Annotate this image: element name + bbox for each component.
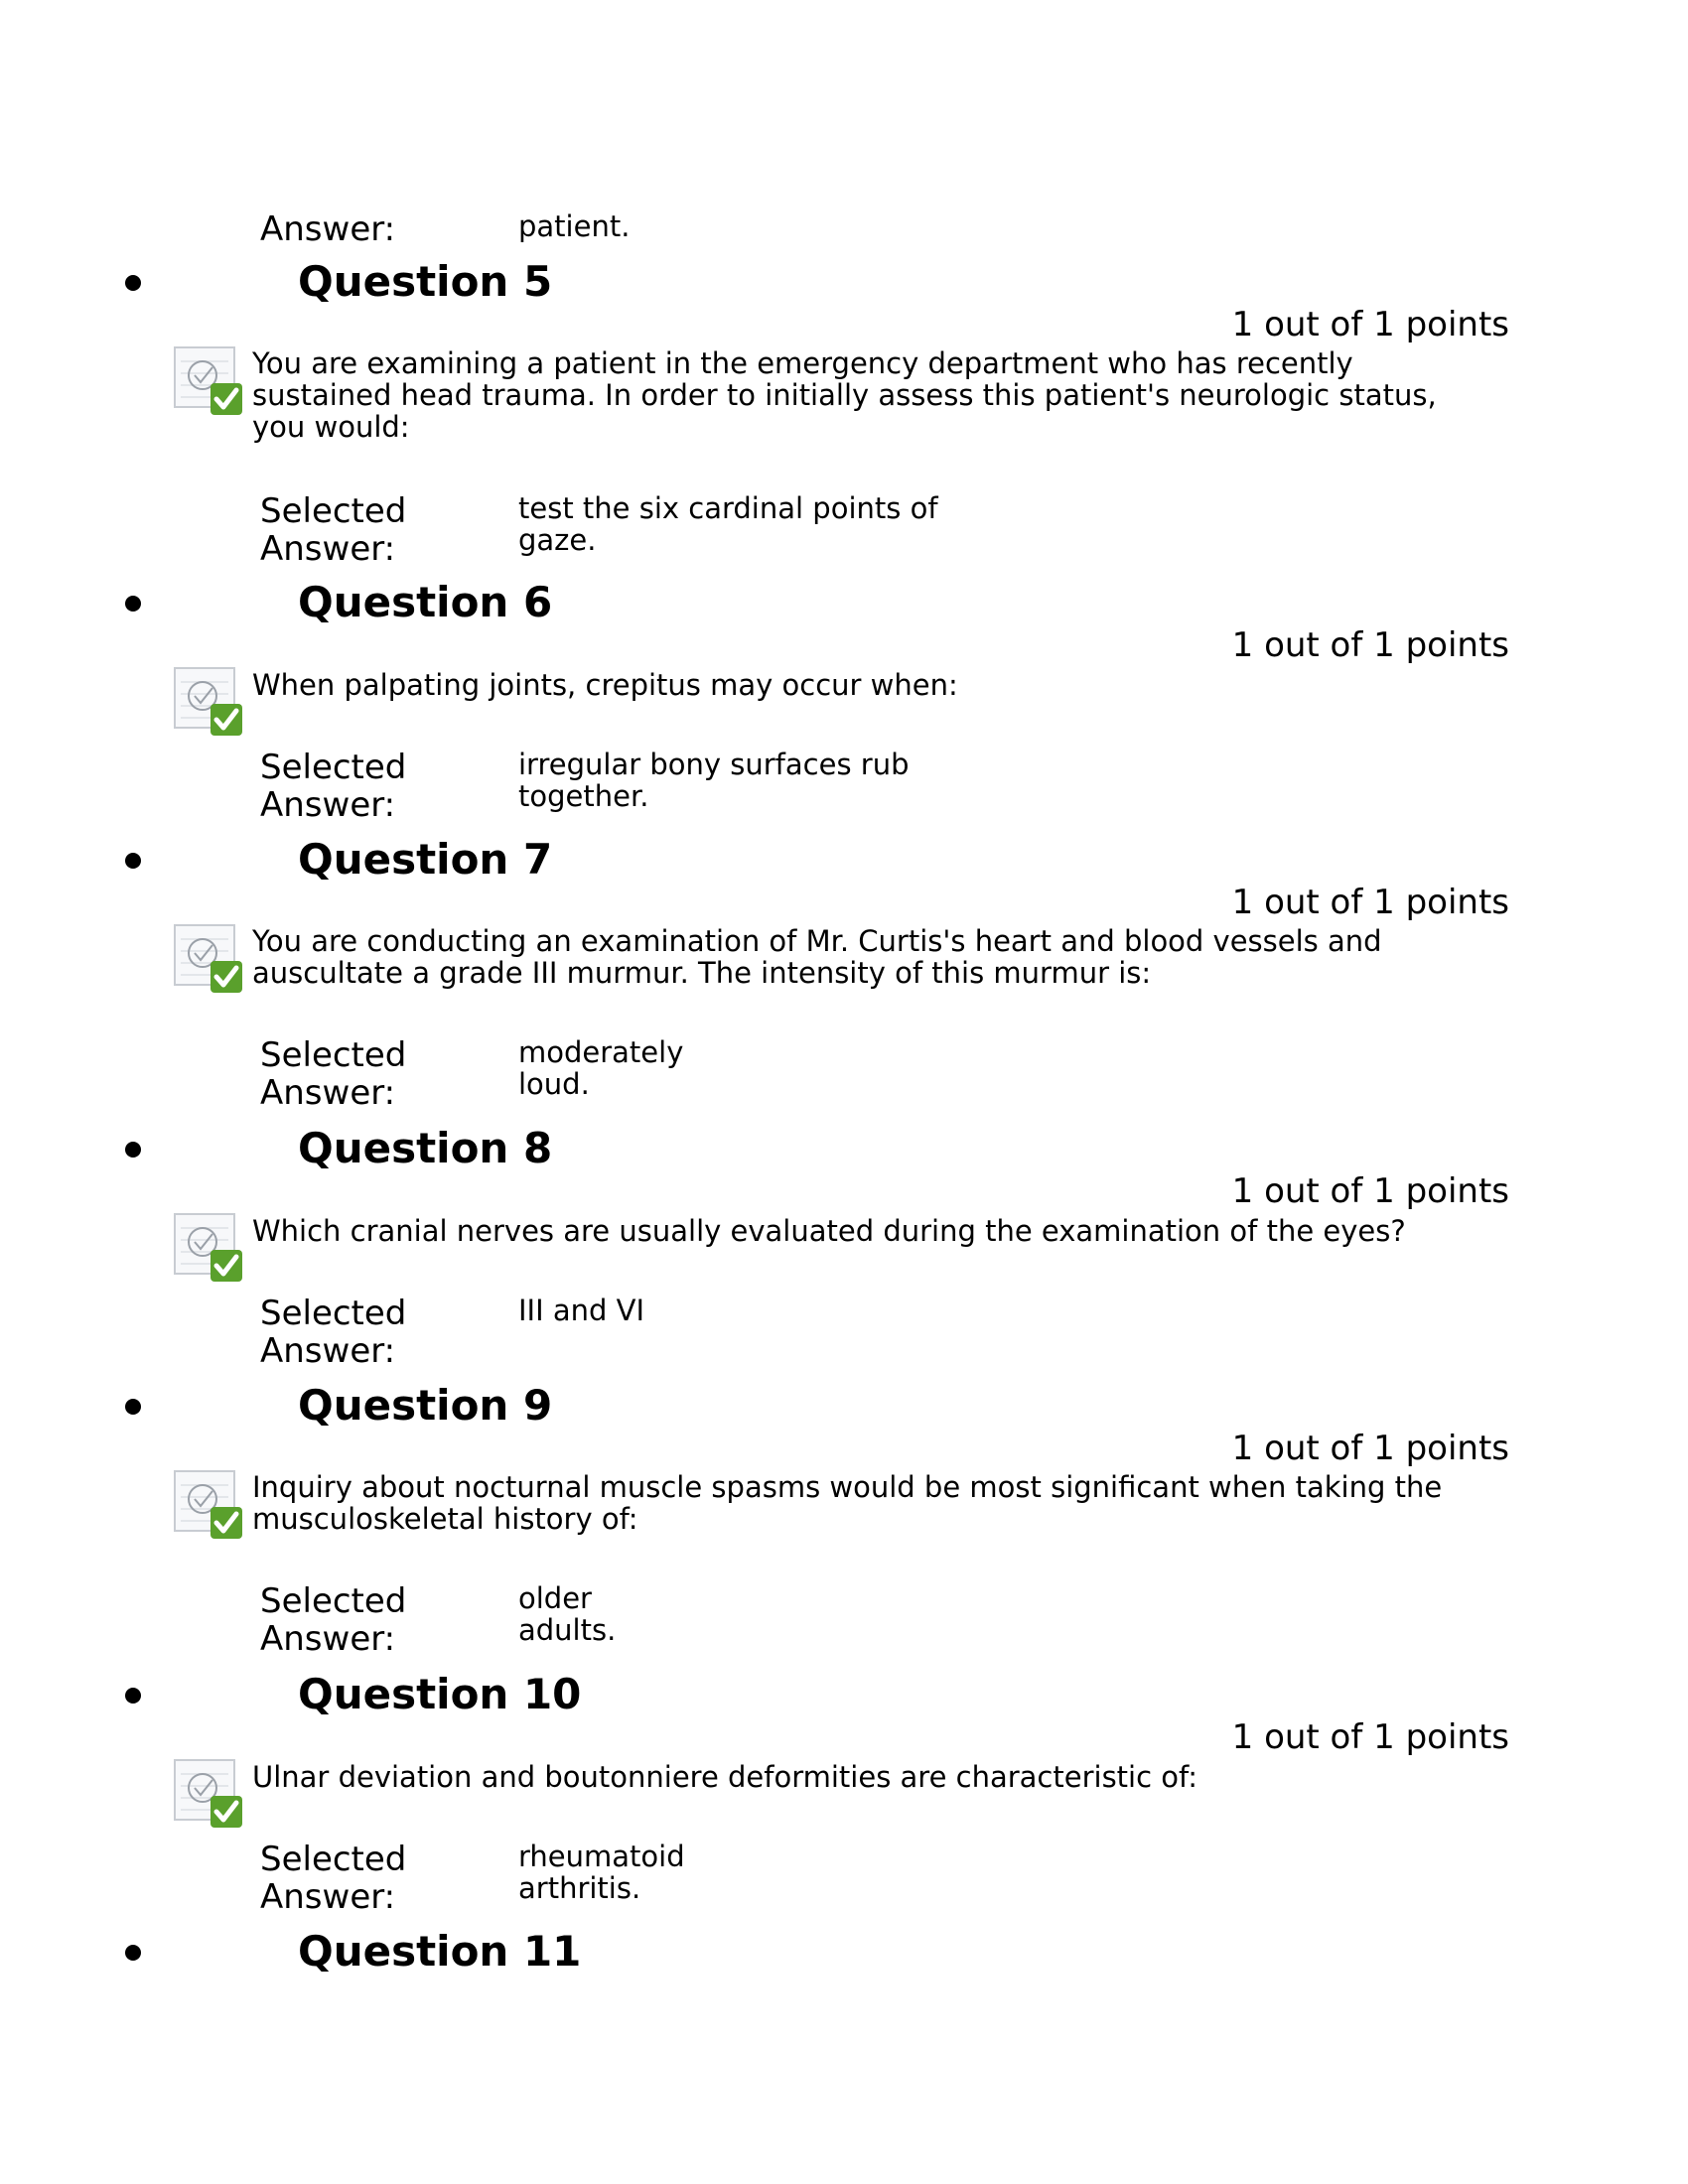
points-score: 1 out of 1 points [1231, 1171, 1509, 1211]
selected-answer-value: moderately loud. [518, 1035, 684, 1101]
selected-answer-value: rheumatoid arthritis. [518, 1840, 685, 1905]
question-text: You are conducting an examination of Mr. Curtis's heart and blood vessels and auscultate a grade III murmur. The intensity of this murmur is: [252, 924, 1382, 990]
question-title: Question 9 [298, 1381, 553, 1430]
selected-answer-value: older adults. [518, 1581, 617, 1647]
selected-answer-label: Selected Answer: [260, 1035, 407, 1113]
selected-answer-label: Selected Answer: [260, 491, 407, 569]
points-score: 1 out of 1 points [1231, 305, 1509, 344]
bullet [125, 1399, 141, 1415]
correct-check-icon [173, 1212, 244, 1284]
question-text: When palpating joints, crepitus may occur when: [252, 668, 958, 702]
bullet [125, 853, 141, 869]
points-score: 1 out of 1 points [1231, 1717, 1509, 1757]
question-title: Question 6 [298, 578, 553, 626]
selected-answer-value: III and VI [518, 1294, 645, 1327]
selected-answer-value: test the six cardinal points of gaze. [518, 491, 938, 557]
question-text: Ulnar deviation and boutonniere deformities are characteristic of: [252, 1760, 1197, 1794]
bullet [125, 596, 141, 612]
selected-answer-label: Selected Answer: [260, 748, 407, 825]
bullet [125, 1688, 141, 1704]
correct-check-icon [173, 1469, 244, 1541]
question-title: Question 7 [298, 835, 553, 884]
correct-check-icon [173, 1758, 244, 1830]
bullet [125, 1945, 141, 1961]
correct-check-icon [173, 923, 244, 995]
question-text: Inquiry about nocturnal muscle spasms would be most significant when taking the musculoskeletal history of: [252, 1470, 1443, 1536]
question-title: Question 5 [298, 257, 553, 306]
correct-check-icon [173, 345, 244, 417]
selected-answer-value: irregular bony surfaces rub together. [518, 748, 910, 813]
points-score: 1 out of 1 points [1231, 1429, 1509, 1468]
selected-answer-label: Selected Answer: [260, 1294, 407, 1371]
points-score: 1 out of 1 points [1231, 883, 1509, 922]
points-score: 1 out of 1 points [1231, 625, 1509, 665]
correct-check-icon [173, 666, 244, 738]
answer-label: Answer: [260, 209, 396, 249]
question-title: Question 10 [298, 1670, 582, 1718]
question-title: Question 11 [298, 1927, 582, 1976]
selected-answer-label: Selected Answer: [260, 1581, 407, 1659]
answer-value: patient. [518, 209, 631, 243]
bullet [125, 1142, 141, 1158]
question-text: Which cranial nerves are usually evaluated during the examination of the eyes? [252, 1214, 1406, 1248]
question-title: Question 8 [298, 1124, 553, 1172]
selected-answer-label: Selected Answer: [260, 1840, 407, 1917]
bullet [125, 275, 141, 291]
question-text: You are examining a patient in the emergency department who has recently sustained head trauma. In order to initially assess this patient's neurologic status, you would: [252, 346, 1437, 444]
